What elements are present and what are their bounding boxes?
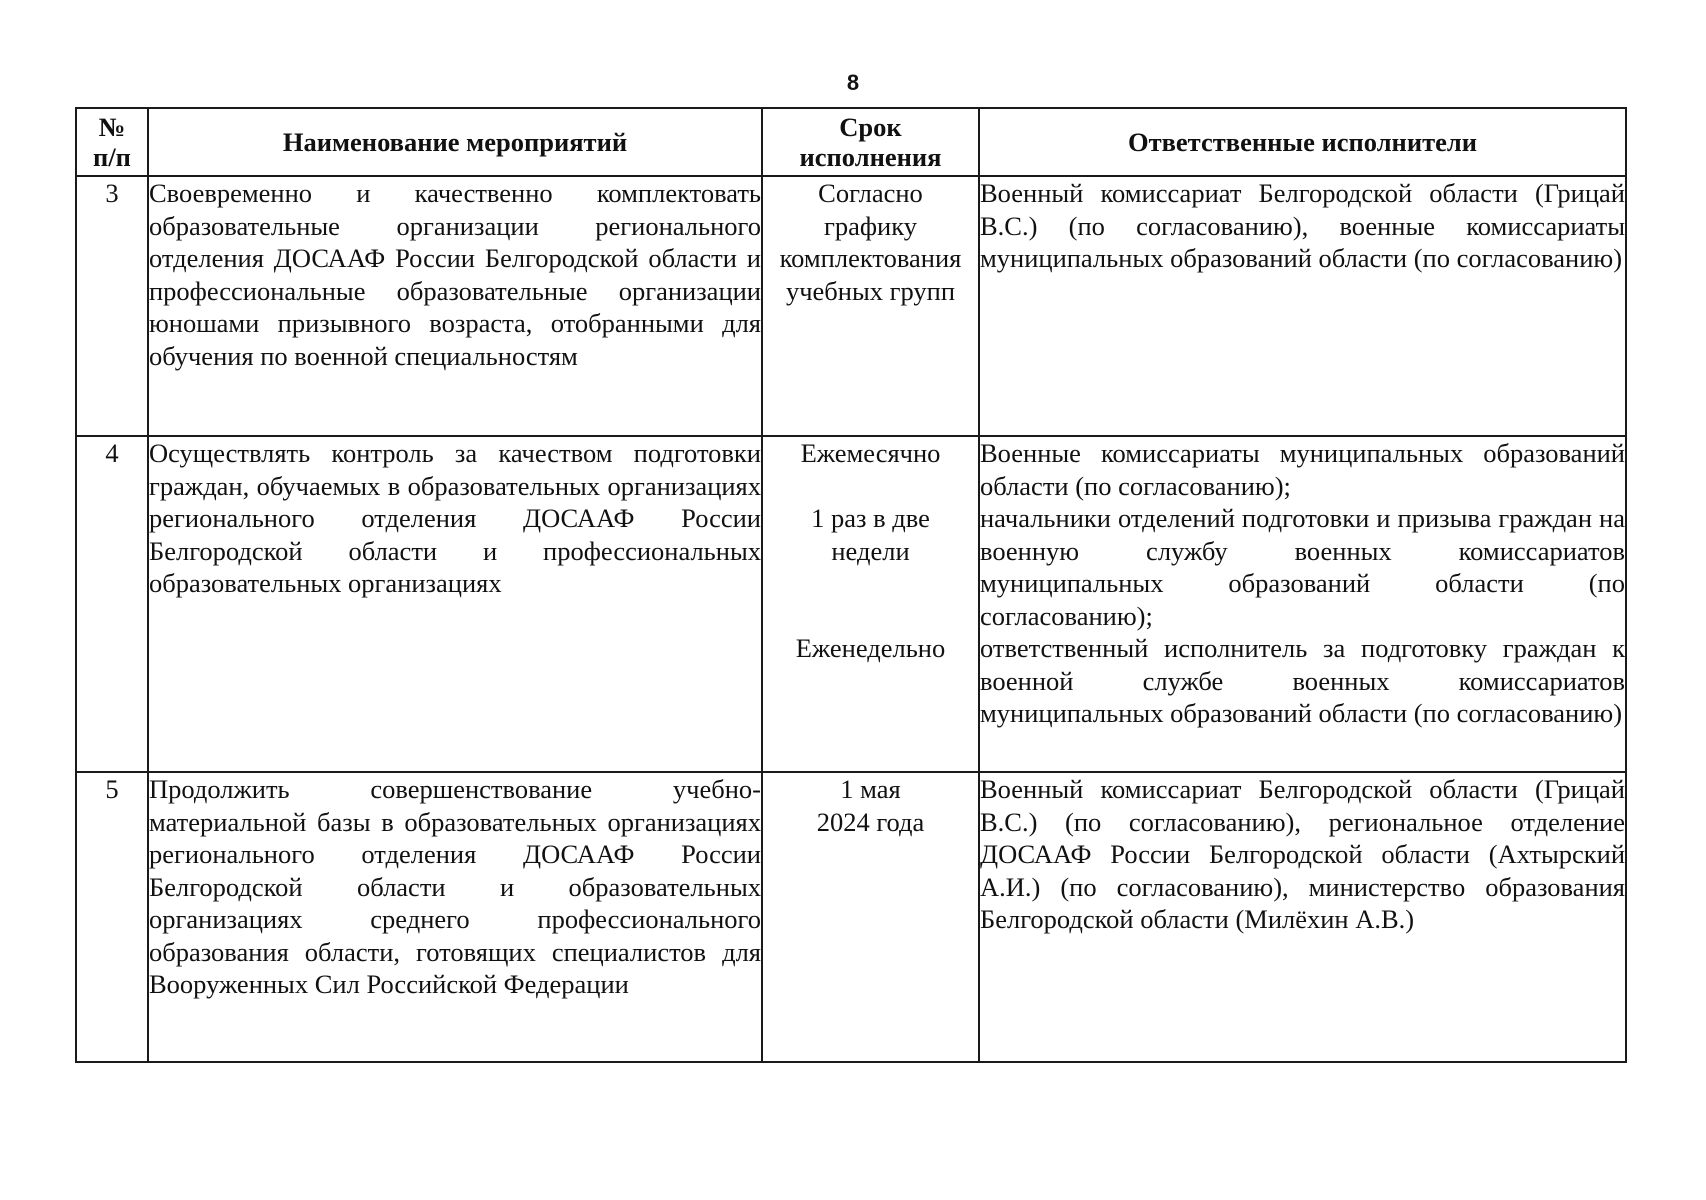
activity-name: Продолжить совершенствование учебно-материальной базы в образовательных организациях регионального отделения ДОСААФ России Белгородской области и образовательных организациях среднего профессионального образования области, готовящих специалистов для Вооруженных Сил Российской Федерации (148, 772, 762, 1062)
header-responsible: Ответственные исполнители (979, 108, 1626, 176)
responsible-cell: Военный комиссариат Белгородской области (Грицай В.С.) (по согласованию), военные комиссариаты муниципальных образований области (по согласованию) (979, 176, 1626, 436)
term-spacer (763, 600, 978, 633)
responsible-entry: Военные комиссариаты муниципальных образований области (по согласованию); (980, 438, 1625, 501)
term-line: учебных групп (785, 275, 956, 306)
responsible-entry: начальники отделений подготовки и призыва граждан на военную службу военных комиссариатов муниципальных образований области (по согласованию); (980, 503, 1625, 631)
header-number-line-1: № (98, 112, 126, 142)
header-term (762, 108, 979, 176)
term-cell (762, 436, 979, 772)
term-line: недели (831, 535, 910, 566)
term-line: Ежемесячно (800, 438, 941, 468)
header-activity-name: Наименование мероприятий (148, 108, 762, 176)
term-cell (762, 772, 979, 1062)
activity-name: Своевременно и качественно комплектовать образовательные организации регионального отделения ДОСААФ России Белгородской области и профессиональные образовательные организации юношами призывного возраста, отобранными для обучения по военной специальностям (148, 176, 762, 436)
activity-name: Осуществлять контроль за качеством подготовки граждан, обучаемых в образовательных организациях регионального отделения ДОСААФ России Белгородской области и профессиональных образовательных организациях (148, 436, 762, 772)
table-row (76, 772, 1626, 1062)
term-line: 1 раз в две (811, 503, 930, 533)
term-spacer (763, 567, 978, 600)
row-number: 4 (76, 436, 148, 772)
header-number (76, 108, 148, 176)
row-number: 3 (76, 176, 148, 436)
table-body (76, 176, 1626, 1062)
term-cell (762, 176, 979, 436)
responsible-entry: ответственный исполнитель за подготовку граждан к военной службе военных комиссариатов муниципальных образований области (по согласованию) (980, 633, 1625, 728)
table-header (76, 108, 1626, 176)
table-row (76, 436, 1626, 772)
term-line: графику (824, 210, 917, 241)
term-line: 1 мая (840, 774, 901, 804)
term-line: Еженедельно (795, 633, 946, 663)
header-row (76, 108, 1626, 176)
term-line: Согласно (818, 178, 923, 208)
term-spacer (763, 470, 978, 503)
term-line: 2024 года (816, 806, 925, 837)
responsible-cell (979, 436, 1626, 772)
plan-table (75, 107, 1627, 1063)
header-number-line-2: п/п (93, 142, 131, 172)
header-term-line-2: исполнения (799, 142, 942, 172)
header-term-line-1: Срок (839, 112, 902, 142)
table-row (76, 176, 1626, 436)
row-number: 5 (76, 772, 148, 1062)
term-line: комплектования (779, 243, 962, 273)
page-number: 8 (846, 70, 860, 95)
responsible-cell: Военный комиссариат Белгородской области (Грицай В.С.) (по согласованию), региональное отделение ДОСААФ России Белгородской области (Ахтырский А.И.) (по согласованию), министерство образования Белгородской области (Милёхин А.В.) (979, 772, 1626, 1062)
